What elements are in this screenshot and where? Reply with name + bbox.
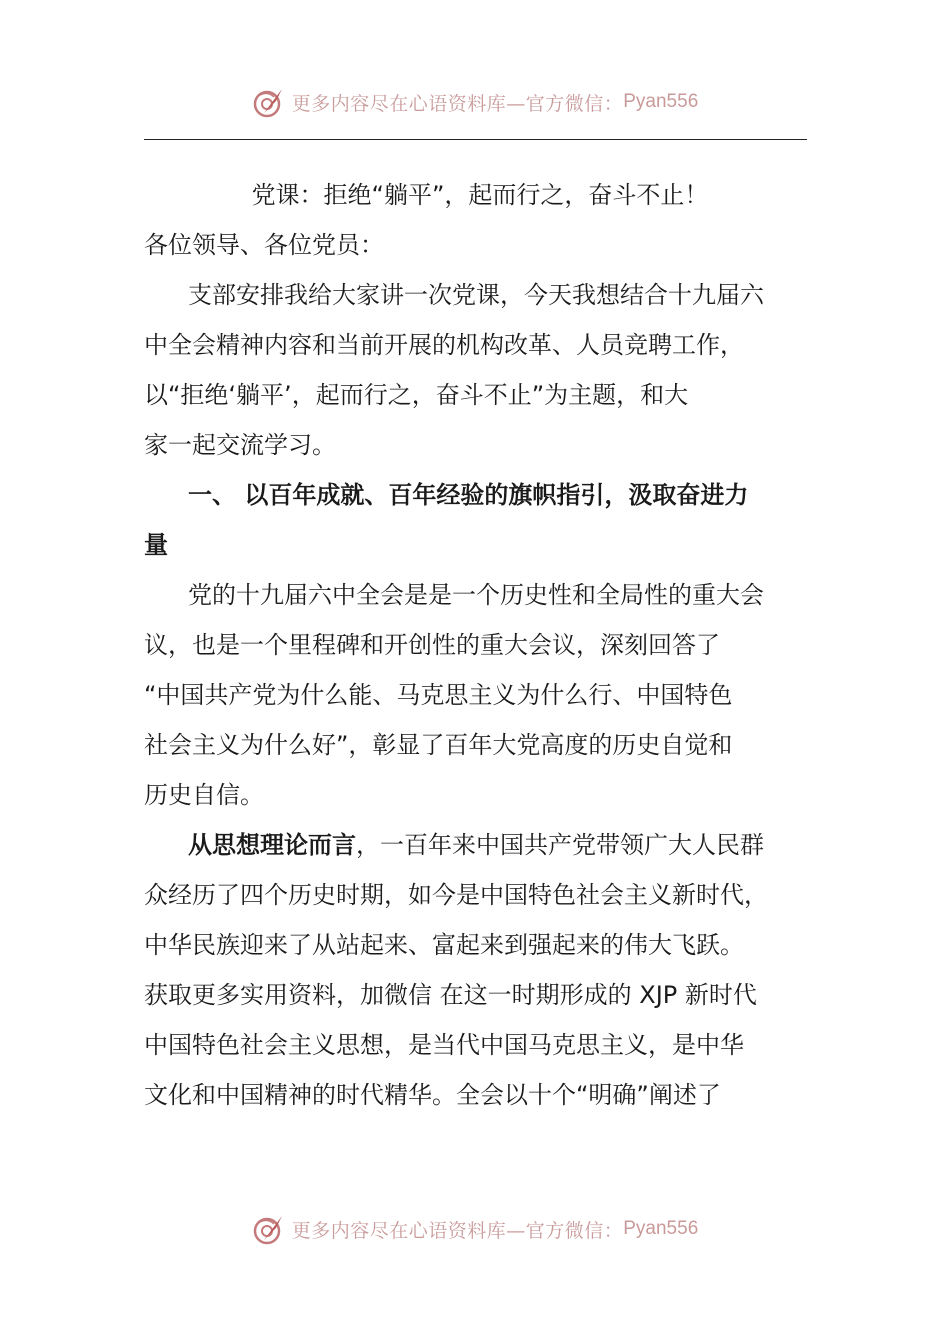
text-line bbox=[144, 820, 806, 870]
text-line: 以“拒绝‘躺平’，起而行之，奋斗不止”为主题，和大 bbox=[144, 381, 689, 409]
watermark-wechat-id: Pyan556 bbox=[623, 1218, 699, 1239]
text-line: “中国共产党为什么能、马克思主义为什么行、中国特色 bbox=[144, 681, 733, 709]
lead-rest: ，一百年来中国共产党带领广大人民群 bbox=[356, 831, 764, 859]
text-line: 众经历了四个历史时期，如今是中国特色社会主义新时代， bbox=[144, 881, 768, 909]
text-line: 中国特色社会主义思想，是当代中国马克思主义，是中华 bbox=[144, 1031, 744, 1059]
header-watermark bbox=[0, 82, 950, 122]
paragraph-intro bbox=[144, 270, 806, 470]
heading-line: 量 bbox=[144, 531, 168, 559]
quill-logo-icon bbox=[252, 1212, 286, 1246]
header-rule bbox=[144, 139, 807, 140]
text-line: 议，也是一个里程碑和开创性的重大会议，深刻回答了 bbox=[144, 631, 720, 659]
bold-lead: 从思想理论而言 bbox=[188, 831, 356, 859]
text-line: 支部安排我给大家讲一次党课，今天我想结合十九届六 bbox=[188, 281, 764, 309]
paragraph-plenum bbox=[144, 570, 806, 820]
text-line: 党的十九届六中全会是是一个历史性和全局性的重大会 bbox=[188, 581, 764, 609]
footer-watermark bbox=[0, 1209, 950, 1249]
text-line: 历史自信。 bbox=[144, 781, 264, 809]
text-line: 中华民族迎来了从站起来、富起来到强起来的伟大飞跃。 bbox=[144, 931, 744, 959]
text-line: 中全会精神内容和当前开展的机构改革、人员竞聘工作， bbox=[144, 331, 744, 359]
paragraph-theory bbox=[144, 820, 806, 1120]
greeting: 各位领导、各位党员： bbox=[144, 231, 384, 259]
text-line: 社会主义为什么好”，彰显了百年大党高度的历史自觉和 bbox=[144, 731, 733, 759]
text-line: 获取更多实用资料，加微信 在这一时期形成的 XJP 新时代 bbox=[144, 981, 757, 1009]
heading-line: 一、 以百年成就、百年经验的旗帜指引，汲取奋进力 bbox=[188, 481, 749, 509]
document-body bbox=[144, 170, 806, 1120]
watermark-text: 更多内容尽在心语资料库—官方微信： bbox=[291, 92, 624, 115]
watermark-text: 更多内容尽在心语资料库—官方微信： bbox=[291, 1219, 624, 1242]
text-line: 家一起交流学习。 bbox=[144, 431, 336, 459]
watermark-wechat-id: Pyan556 bbox=[623, 91, 699, 112]
section-heading-1 bbox=[144, 470, 806, 570]
document-title: 党课：拒绝“躺平”，起而行之，奋斗不止！ bbox=[251, 181, 709, 209]
quill-logo-icon bbox=[252, 85, 286, 119]
text-line: 文化和中国精神的时代精华。全会以十个“明确”阐述了 bbox=[144, 1081, 721, 1109]
